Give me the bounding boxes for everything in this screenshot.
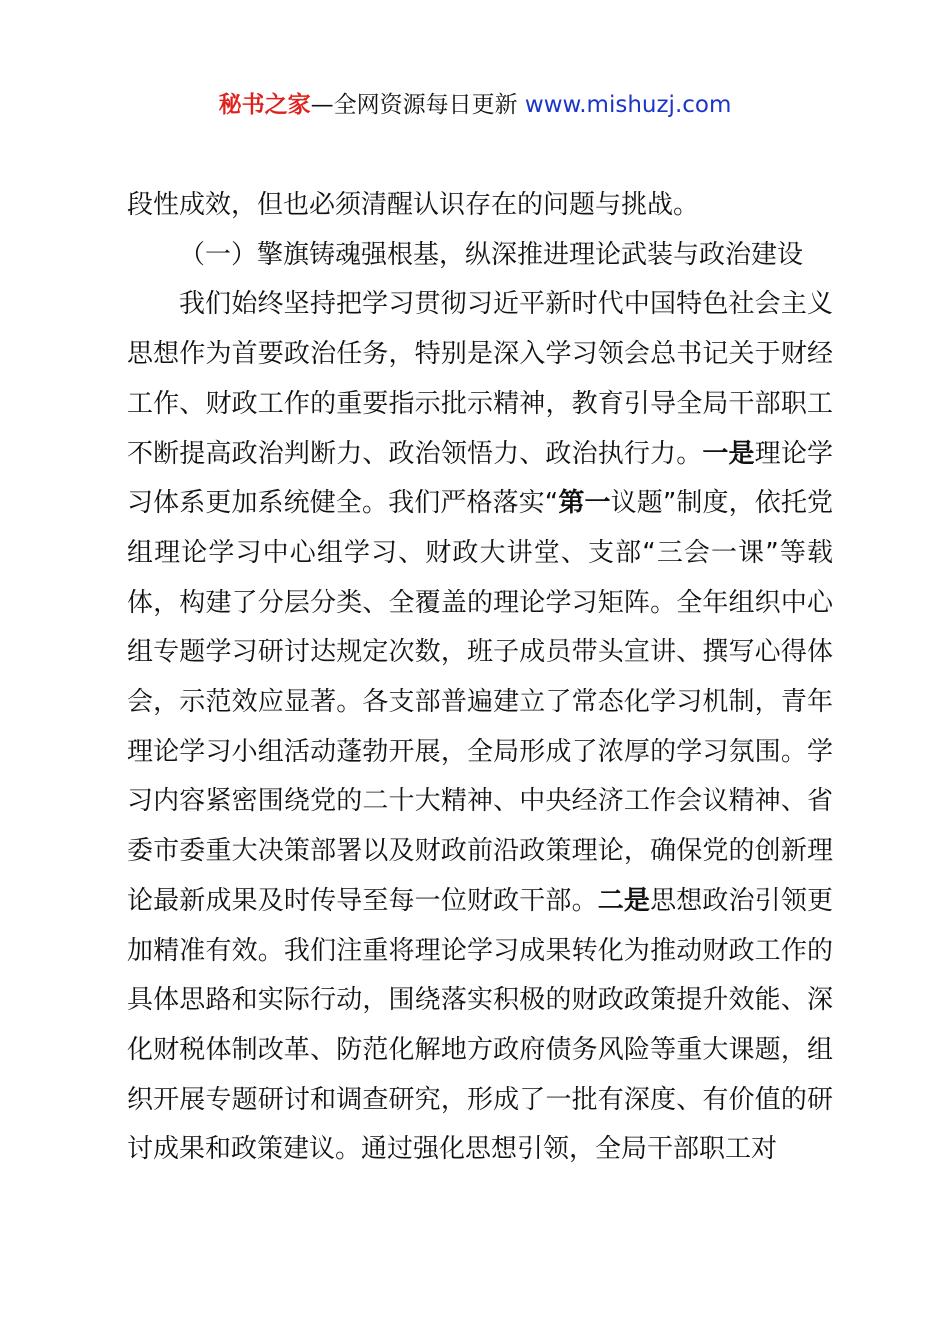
paragraph-text: 理论学习体系更加系统健全。我们严格落实“ <box>127 438 833 519</box>
header-tagline: —全网资源每日更新 <box>310 92 525 118</box>
paragraph-text: 思想政治引领更加精准有效。我们注重将理论学习成果转化为推动财政工作的具体思路和实际行动，围绕落实积极的财政政策提升效能、深化财税体制改革、防范化解地方政府债务风险等重大课题，组织开展专题研讨和调查研究，形成了一批有深度、有价值的研讨成果和政策建议。通过强化思想引领，全局干部职工对 <box>127 885 833 1165</box>
site-url-link[interactable]: www.mishuzj.com <box>524 92 732 118</box>
paragraph-main <box>127 280 833 1175</box>
brand-name: 秘书之家 <box>218 92 311 118</box>
paragraph-text: 议题”制度，依托党组理论学习中心组学习、财政大讲堂、支部“三会一课”等载体，构建了分层分类、全覆盖的理论学习矩阵。全年组织中心组专题学习研讨达规定次数，班子成员带头宣讲、撰写心得体会，示范效应显著。各支部普遍建立了常态化学习机制，青年理论学习小组活动蓬勃开展，全局形成了浓厚的学习氛围。学习内容紧密围绕党的二十大精神、中央经济工作会议精神、省委市委重大决策部署以及财政前沿政策理论，确保党的创新理论最新成果及时传导至每一位财政干部。 <box>127 488 833 916</box>
bold-marker-first: 一是 <box>702 438 755 469</box>
document-body <box>127 181 833 1175</box>
bold-marker-second: 二是 <box>597 885 651 916</box>
section-heading: （一）擎旗铸魂强根基，纵深推进理论武装与政治建设 <box>179 239 804 270</box>
paragraph-continuation: 段性成效，但也必须清醒认识存在的问题与挑战。 <box>127 190 700 220</box>
page-header <box>0 88 950 122</box>
bold-term: 第一 <box>558 488 611 519</box>
paragraph-text: 我们始终坚持把学习贯彻习近平新时代中国特色社会主义思想作为首要政治任务，特别是深入学习领会总书记关于财经工作、财政工作的重要指示批示精神，教育引导全局干部职工不断提高政治判断力、政治领悟力、政治执行力。 <box>127 289 833 469</box>
